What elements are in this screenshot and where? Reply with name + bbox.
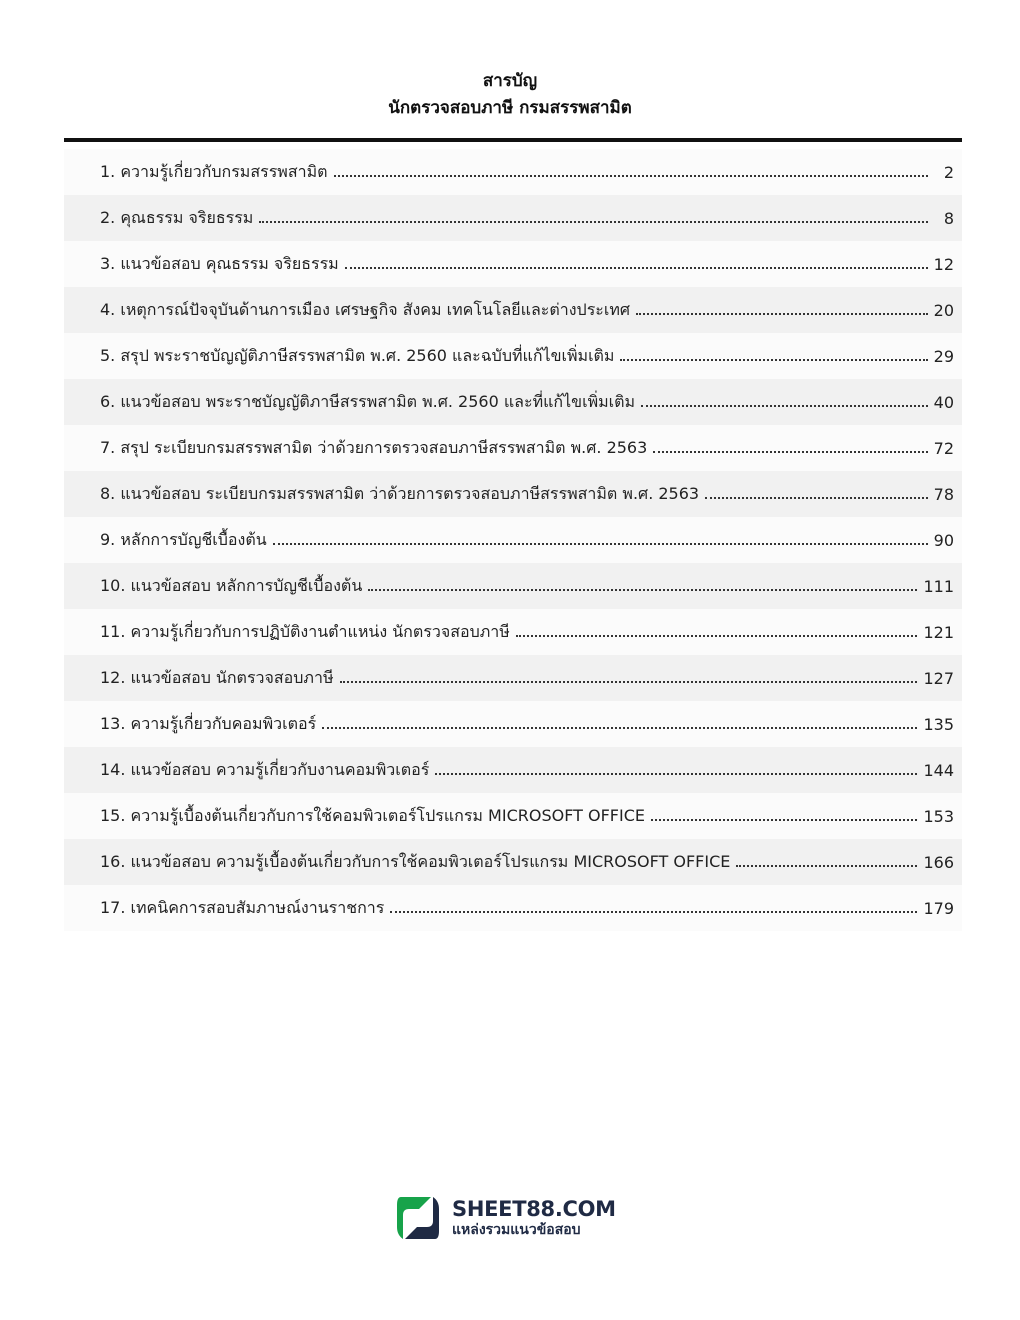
toc-row[interactable] xyxy=(64,195,962,241)
page-title: สารบัญ xyxy=(482,71,538,91)
sheet88-logo[interactable] xyxy=(393,1193,616,1243)
toc-page-number: 72 xyxy=(933,438,954,458)
toc-page-number: 8 xyxy=(943,208,954,228)
dot-leader xyxy=(651,819,917,821)
toc-row[interactable] xyxy=(64,379,962,425)
toc-entry-label: 16. แนวข้อสอบ ความรู้เบื้องต้นเกี่ยวกับการใช้คอมพิวเตอร์โปรแกรม MICROSOFT OFFICE xyxy=(100,851,731,871)
toc-page-number: 29 xyxy=(933,346,954,366)
dot-leader xyxy=(705,497,928,499)
toc-row[interactable] xyxy=(64,793,962,839)
dot-leader xyxy=(259,221,928,223)
toc-row[interactable] xyxy=(64,149,962,195)
toc-row[interactable] xyxy=(64,655,962,701)
toc-entry-label: 8. แนวข้อสอบ ระเบียบกรมสรรพสามิต ว่าด้วยการตรวจสอบภาษีสรรพสามิต พ.ศ. 2563 xyxy=(100,483,700,503)
toc-row[interactable] xyxy=(64,563,962,609)
toc-page-number: 20 xyxy=(933,300,954,320)
dot-leader xyxy=(641,405,928,407)
dot-leader xyxy=(516,635,918,637)
toc-row[interactable] xyxy=(64,333,962,379)
toc-row[interactable] xyxy=(64,241,962,287)
toc-page-number: 111 xyxy=(923,576,954,596)
toc-entry-label: 15. ความรู้เบื้องต้นเกี่ยวกับการใช้คอมพิวเตอร์โปรแกรม MICROSOFT OFFICE xyxy=(100,805,645,825)
toc-page-number: 135 xyxy=(923,714,954,734)
toc-row[interactable] xyxy=(64,287,962,333)
toc-entry-label: 3. แนวข้อสอบ คุณธรรม จริยธรรม xyxy=(100,253,339,273)
toc-page-number: 78 xyxy=(933,484,954,504)
toc-page-number: 144 xyxy=(923,760,954,780)
toc-entry-label: 2. คุณธรรม จริยธรรม xyxy=(100,207,254,227)
toc-page-number: 166 xyxy=(923,852,954,872)
dot-leader xyxy=(620,359,927,361)
dot-leader xyxy=(334,175,928,177)
dot-leader xyxy=(368,589,917,591)
dot-leader xyxy=(390,911,917,913)
dot-leader xyxy=(653,451,927,453)
toc-entry-label: 4. เหตุการณ์ปัจจุบันด้านการเมือง เศรษฐกิจ สังคม เทคโนโลยีและต่างประเทศ xyxy=(100,299,631,319)
toc-row[interactable] xyxy=(64,839,962,885)
toc-page-number: 90 xyxy=(933,530,954,550)
dot-leader xyxy=(273,543,928,545)
toc-row[interactable] xyxy=(64,609,962,655)
dot-leader xyxy=(435,773,917,775)
brand-name: SHEET88.COM xyxy=(452,1196,616,1221)
toc-page-number: 2 xyxy=(943,162,954,182)
toc-row[interactable] xyxy=(64,747,962,793)
toc-row[interactable] xyxy=(64,701,962,747)
toc-page-number: 153 xyxy=(923,806,954,826)
dot-leader xyxy=(736,865,917,867)
toc-page-number: 127 xyxy=(923,668,954,688)
toc-entry-label: 9. หลักการบัญชีเบื้องต้น xyxy=(100,529,267,549)
toc-entry-label: 1. ความรู้เกี่ยวกับกรมสรรพสามิต xyxy=(100,161,328,181)
toc-row[interactable] xyxy=(64,425,962,471)
toc-entry-label: 14. แนวข้อสอบ ความรู้เกี่ยวกับงานคอมพิวเตอร์ xyxy=(100,759,430,779)
page-subtitle: นักตรวจสอบภาษี กรมสรรพสามิต xyxy=(388,98,632,118)
toc-entry-label: 10. แนวข้อสอบ หลักการบัญชีเบื้องต้น xyxy=(100,575,363,595)
toc-entry-label: 5. สรุป พระราชบัญญัติภาษีสรรพสามิต พ.ศ. 2560 และฉบับที่แก้ไขเพิ่มเติม xyxy=(100,345,615,365)
toc-page-number: 121 xyxy=(923,622,954,642)
dot-leader xyxy=(340,681,918,683)
toc-entry-label: 13. ความรู้เกี่ยวกับคอมพิวเตอร์ xyxy=(100,713,317,733)
toc-row[interactable] xyxy=(64,471,962,517)
document-header xyxy=(0,68,1020,122)
toc-page-number: 40 xyxy=(933,392,954,412)
dot-leader xyxy=(322,727,917,729)
toc-entry-label: 11. ความรู้เกี่ยวกับการปฏิบัติงานตำแหน่ง นักตรวจสอบภาษี xyxy=(100,621,510,641)
header-divider xyxy=(64,138,962,142)
brand-tagline: แหล่งรวมแนวข้อสอบ xyxy=(452,1221,581,1238)
toc-row[interactable] xyxy=(64,885,962,931)
dot-leader xyxy=(345,267,928,269)
toc-entry-label: 6. แนวข้อสอบ พระราชบัญญัติภาษีสรรพสามิต พ.ศ. 2560 และที่แก้ไขเพิ่มเติม xyxy=(100,391,636,411)
dot-leader xyxy=(636,313,928,315)
sheet88-logo-icon xyxy=(393,1193,443,1243)
toc-entry-label: 7. สรุป ระเบียบกรมสรรพสามิต ว่าด้วยการตรวจสอบภาษีสรรพสามิต พ.ศ. 2563 xyxy=(100,437,648,457)
toc-entry-label: 17. เทคนิคการสอบสัมภาษณ์งานราชการ xyxy=(100,897,385,917)
toc-row[interactable] xyxy=(64,517,962,563)
toc-page-number: 12 xyxy=(933,254,954,274)
table-of-contents xyxy=(64,149,962,931)
toc-entry-label: 12. แนวข้อสอบ นักตรวจสอบภาษี xyxy=(100,667,334,687)
toc-page-number: 179 xyxy=(923,898,954,918)
